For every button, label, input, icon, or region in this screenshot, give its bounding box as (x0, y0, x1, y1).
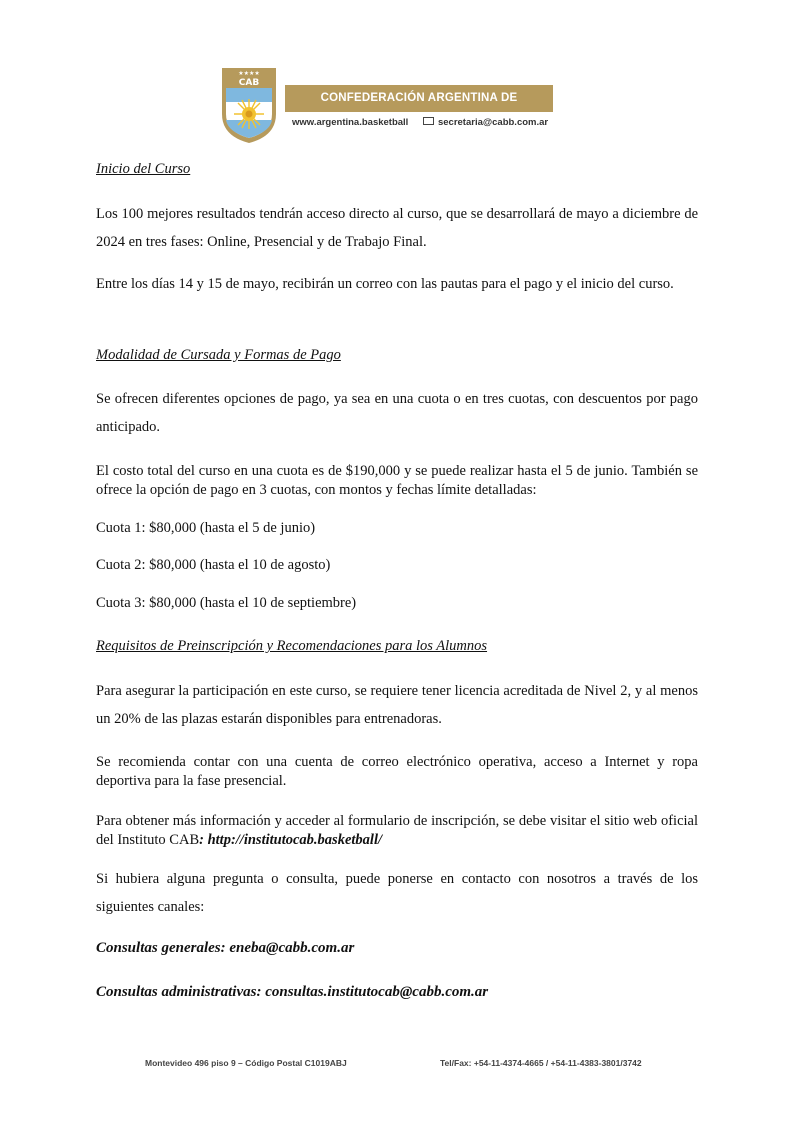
heading-requisitos: Requisitos de Preinscripción y Recomendaciones para los Alumnos (96, 638, 488, 654)
letterhead (220, 66, 560, 146)
heading-modalidad: Modalidad de Cursada y Formas de Pago (96, 347, 341, 363)
email-link[interactable]: secretaria@cabb.com.ar (437, 117, 549, 128)
cuota-1: Cuota 1: $80,000 (hasta el 5 de junio) (96, 520, 316, 536)
paragraph-inicio-1: Los 100 mejores resultados tendrán acceso directo al curso, que se desarrollará de mayo a diciembre de 2024 en tres fases: Online, Presencial y de Trabajo Final. (96, 206, 698, 250)
header-contact (292, 117, 548, 128)
paragraph-info (96, 812, 698, 850)
paragraph-modalidad-2: El costo total del curso en una cuota es de $190,000 y se puede realizar hasta el 5 de junio. También se ofrece la opción de pago en 3 cuotas, con montos y fechas límite detalladas: (96, 463, 698, 498)
cuota-2: Cuota 2: $80,000 (hasta el 10 de agosto) (96, 557, 331, 573)
logo-text: CAB (238, 78, 260, 88)
paragraph-modalidad-1: Se ofrecen diferentes opciones de pago, ya sea en una cuota o en tres cuotas, con descuentos por pago anticipado. (96, 391, 698, 435)
mail-icon (423, 117, 434, 125)
info-text: Para obtener más información y acceder al formulario de inscripción, se debe visitar el sitio web oficial del Instituto CAB (96, 813, 698, 848)
paragraph-requisitos-2: Se recomienda contar con una cuenta de correo electrónico operativa, acceso a Internet y ropa deportiva para la fase presencial. (96, 754, 698, 789)
consultas-generales[interactable]: Consultas generales: eneba@cabb.com.ar (96, 940, 355, 956)
footer-phone: Tel/Fax: +54-11-4374-4665 / +54-11-4383-3801/3742 (440, 1058, 642, 1068)
paragraph-requisitos-1: Para asegurar la participación en este curso, se requiere tener licencia acreditada de Nivel 2, y al menos un 20% de las plazas estarán disponibles para entrenadoras. (96, 683, 698, 727)
website-link[interactable]: www.argentina.basketball (292, 117, 409, 128)
cab-shield-logo (220, 66, 278, 144)
footer-address: Montevideo 496 piso 9 – Código Postal C1019ABJ (145, 1058, 347, 1068)
instituto-link[interactable]: : http://institutocab.basketball/ (199, 832, 383, 848)
heading-inicio: Inicio del Curso (96, 161, 191, 177)
cuota-3: Cuota 3: $80,000 (hasta el 10 de septiembre) (96, 595, 357, 611)
consultas-administrativas[interactable]: Consultas administrativas: consultas.institutocab@cabb.com.ar (96, 984, 489, 1000)
paragraph-consulta: Si hubiera alguna pregunta o consulta, puede ponerse en contacto con nosotros a través de los siguientes canales: (96, 871, 698, 915)
logo-stars: ★★★★ (238, 70, 260, 77)
header-email (423, 117, 548, 128)
org-name: CONFEDERACIÓN ARGENTINA DE BÁSQUETBOL (285, 85, 553, 112)
paragraph-inicio-2: Entre los días 14 y 15 de mayo, recibirán un correo con las pautas para el pago y el inicio del curso. (96, 276, 674, 292)
